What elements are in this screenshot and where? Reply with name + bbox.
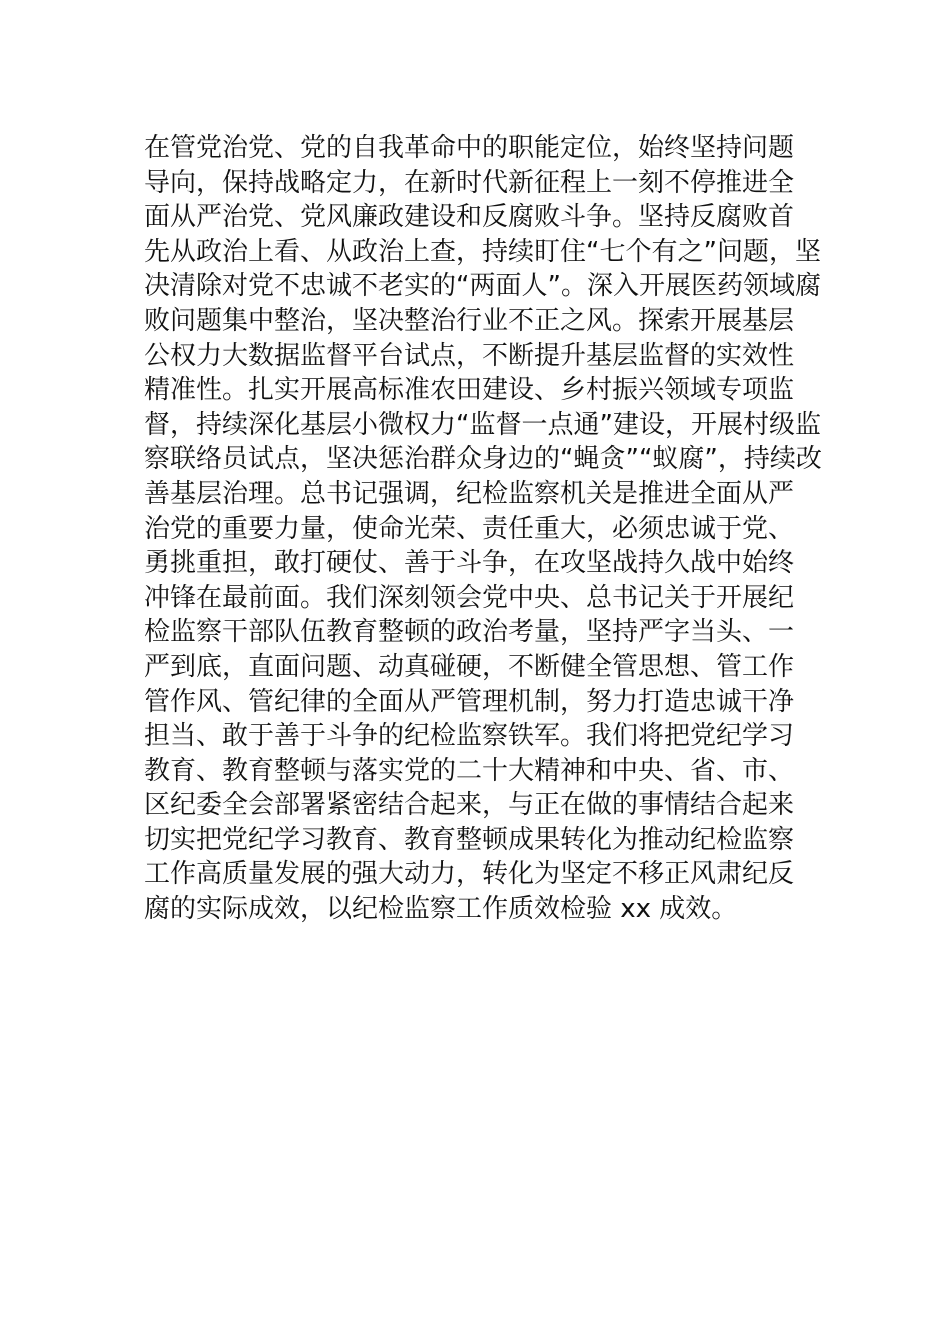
text-line: 冲锋在最前面。我们深刻领会党中央、总书记关于开展纪 (144, 582, 795, 613)
text-line: 治党的重要力量，使命光荣、责任重大，必须忠诚于党、 (144, 513, 795, 544)
text-line: 公权力大数据监督平台试点，不断提升基层监督的实效性 (144, 340, 795, 371)
text-line: 管作风、管纪律的全面从严管理机制，努力打造忠诚干净 (144, 686, 795, 717)
text-line: 精准性。扎实开展高标准农田建设、乡村振兴领域专项监 (144, 375, 795, 406)
text-line: 善基层治理。总书记强调，纪检监察机关是推进全面从严 (144, 478, 795, 509)
text-line: 勇挑重担，敢打硬仗、善于斗争，在攻坚战持久战中始终 (144, 548, 795, 579)
text-line: 决清除对党不忠诚不老实的“两面人”。深入开展医药领域腐 (144, 271, 821, 302)
text-line: 腐的实际成效，以纪检监察工作质效检验 xx 成效。 (144, 894, 738, 925)
text-line: 在管党治党、党的自我革命中的职能定位，始终坚持问题 (144, 133, 795, 163)
text-line: 导向，保持战略定力，在新时代新征程上一刻不停推进全 (144, 167, 795, 198)
text-line: 败问题集中整治，坚决整治行业不正之风。探索开展基层 (144, 305, 795, 336)
text-line: 区纪委全会部署紧密结合起来，与正在做的事情结合起来 (144, 790, 795, 821)
body-paragraph (144, 131, 822, 927)
text-line: 严到底，直面问题、动真碰硬，不断健全管思想、管工作 (144, 651, 795, 682)
text-line: 察联络员试点，坚决惩治群众身边的“蝇贪”“蚁腐”，持续改 (144, 444, 822, 475)
text-line: 督，持续深化基层小微权力“监督一点通”建设，开展村级监 (144, 409, 821, 440)
text-line: 担当、敢于善于斗争的纪检监察铁军。我们将把党纪学习 (144, 721, 795, 752)
text-line: 切实把党纪学习教育、教育整顿成果转化为推动纪检监察 (144, 824, 795, 855)
text-line: 面从严治党、党风廉政建设和反腐败斗争。坚持反腐败首 (144, 202, 795, 233)
text-line: 工作高质量发展的强大动力，转化为坚定不移正风肃纪反 (144, 859, 795, 890)
text-line: 先从政治上看、从政治上查，持续盯住“七个有之”问题，坚 (144, 236, 821, 267)
text-line: 教育、教育整顿与落实党的二十大精神和中央、省、市、 (144, 755, 795, 786)
text-line: 检监察干部队伍教育整顿的政治考量，坚持严字当头、一 (144, 617, 795, 648)
